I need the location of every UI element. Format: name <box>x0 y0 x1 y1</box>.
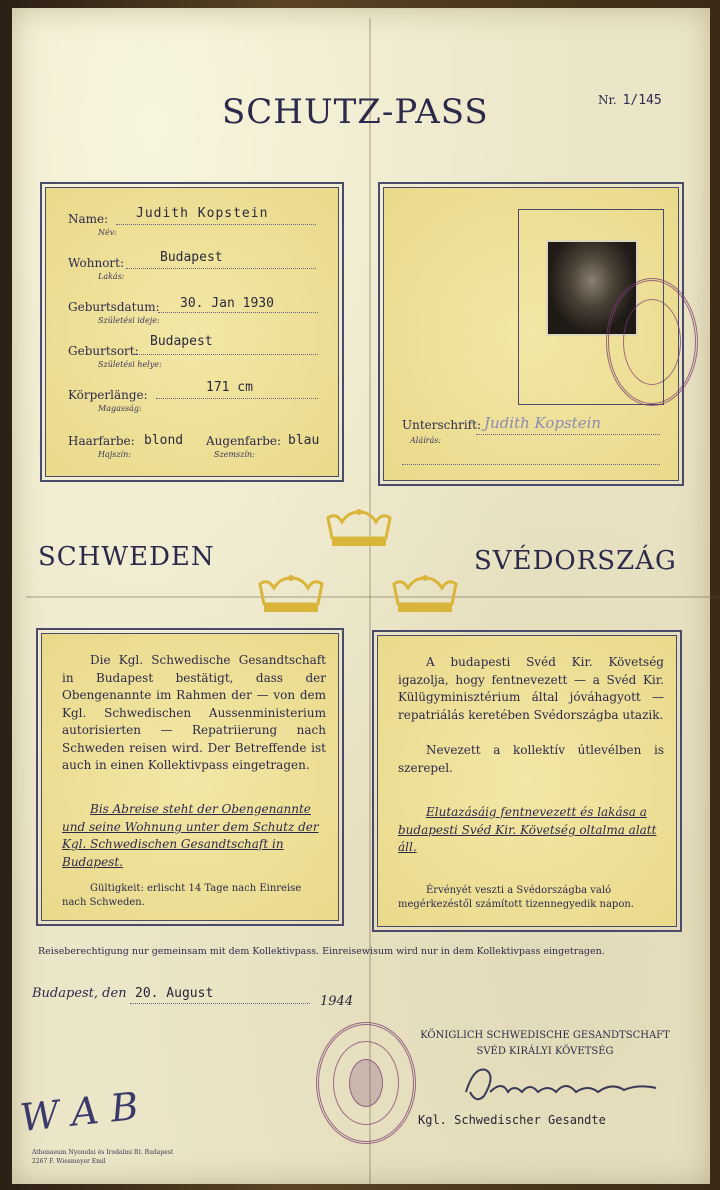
crown-icon <box>258 574 324 616</box>
german-paragraph-3: Gültigkeit: erlischt 14 Tage nach Einreise nach Schweden. <box>62 883 302 908</box>
hungarian-text-panel <box>372 630 682 932</box>
birthdate-sub: Születési ideje: <box>98 316 160 325</box>
residence-value: Budapest <box>160 250 223 265</box>
handwritten-initials: W A B <box>18 1083 141 1141</box>
document-number <box>598 93 662 108</box>
signature-label: Unterschrift: <box>402 418 481 432</box>
eyes-value: blau <box>288 433 320 448</box>
legation-name-de: KÖNIGLICH SCHWEDISCHE GESANDTSCHAFT <box>420 1030 670 1041</box>
country-heading-de: SCHWEDEN <box>38 542 215 572</box>
german-paragraph-2: Bis Abreise steht der Obengenannte und seine Wohnung unter dem Schutz der Kgl. Schwedischen Gesandtschaft in Budapest. <box>62 802 319 869</box>
country-heading-hu: SVÉDORSZÁG <box>474 546 677 576</box>
birthplace-value: Budapest <box>150 334 213 349</box>
envoy-signature <box>456 1062 676 1108</box>
document-title: SCHUTZ-PASS <box>222 92 489 132</box>
number-label: Nr. <box>598 93 617 107</box>
envoy-title: Kgl. Schwedischer Gesandte <box>418 1113 606 1127</box>
signature-sub: Aláírás: <box>410 436 442 445</box>
birthdate-value: 30. Jan 1930 <box>180 296 274 311</box>
hungarian-paragraph-3: Elutazásáig fentnevezett és lakása a budapesti Svéd Kir. Követség oltalma alatt áll. <box>398 805 657 854</box>
personal-details-panel <box>40 182 344 482</box>
name-value: Judith Kopstein <box>136 206 269 221</box>
residence-sub: Lakás: <box>98 272 125 281</box>
residence-label: Wohnort: <box>68 256 125 270</box>
legation-stamp <box>316 1022 416 1144</box>
german-paragraph-1: Die Kgl. Schwedische Gesandtschaft in Budapest bestätigt, dass der Obengenannte im Rahmen der — von dem Kgl. Schwedischen Aussenministerium autorisierten — Repatriierung nach Schweden reisen wird. Der Betreffende ist auch in einen Kollektivpass eingetragen. <box>62 653 326 772</box>
crown-icon <box>392 574 458 616</box>
hungarian-paragraph-4: Érvényét veszti a Svédországba való megérkezéstől számított tizennegyedik napon. <box>398 885 634 910</box>
height-sub: Magasság: <box>98 404 142 413</box>
hungarian-paragraph-1: A budapesti Svéd Kir. Követség igazolja, hogy fentnevezett — a Svéd Kir. Külügyminisztérium által jóváhagyott — repatriálás keretében Svédországba utazik. <box>398 655 664 722</box>
birthplace-sub: Születési helye: <box>98 360 162 369</box>
fold-line-vertical <box>369 18 371 1188</box>
fold-line-horizontal <box>26 596 720 598</box>
name-sub: Név: <box>98 228 117 237</box>
height-label: Körperlänge: <box>68 388 148 402</box>
hungarian-paragraph-2: Nevezett a kollektív útlevélben is szerepel. <box>398 743 664 775</box>
issue-date: 20. August <box>135 986 214 1001</box>
legation-name-hu: SVÉD KIRÁLYI KÖVETSÉG <box>476 1046 614 1057</box>
hair-value: blond <box>144 433 184 448</box>
legation-name <box>410 1028 680 1060</box>
number-value: 1/145 <box>622 93 662 108</box>
printer-imprint: Athenaeum Nyomdai és Irodalmi Rt. Budapest 2267 F. Wiesmeyer Emil <box>32 1149 174 1165</box>
hair-sub: Hajszín: <box>98 450 131 459</box>
travel-note: Reiseberechtigung nur gemeinsam mit dem Kollektivpass. Einreisewisum wird nur in dem Kollektivpass eingetragen. <box>38 946 605 957</box>
birthdate-label: Geburtsdatum: <box>68 300 160 314</box>
birthplace-label: Geburtsort: <box>68 344 139 358</box>
eyes-label: Augenfarbe: <box>206 434 282 448</box>
holder-signature: Judith Kopstein <box>484 414 602 432</box>
hair-label: Haarfarbe: <box>68 434 135 448</box>
consulate-stamp-photo <box>606 278 698 406</box>
crown-icon <box>326 508 392 550</box>
eyes-sub: Szemszín: <box>214 450 255 459</box>
photo-panel <box>378 182 684 486</box>
issue-year: 1944 <box>320 994 354 1009</box>
height-value: 171 cm <box>206 380 253 395</box>
place-label: Budapest, den <box>32 986 127 1001</box>
name-label: Name: <box>68 212 109 226</box>
german-text-panel <box>36 628 344 926</box>
